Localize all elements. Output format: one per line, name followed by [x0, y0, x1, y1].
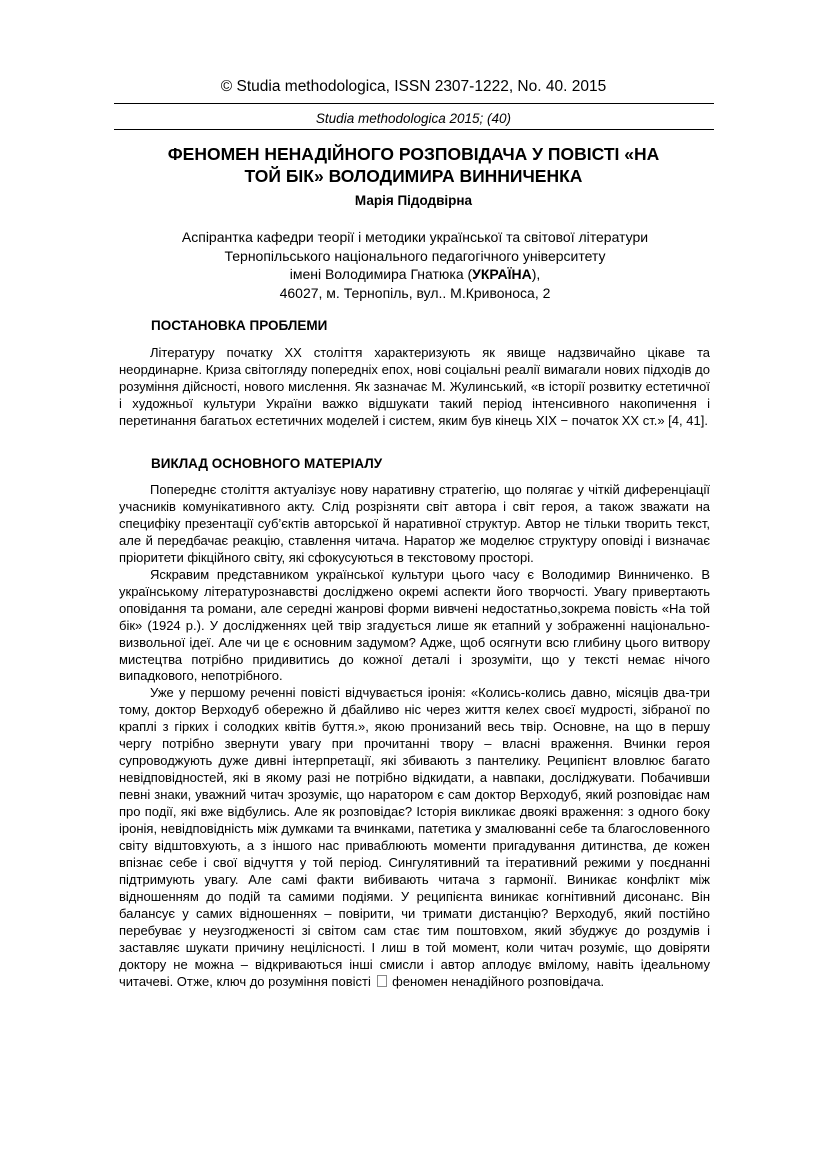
- section-body-problem: [119, 345, 710, 430]
- header-rule-top: [114, 103, 714, 104]
- affiliation-line-4: 46027, м. Тернопіль, вул.. М.Кривоноса, 2: [279, 284, 551, 301]
- paragraph: Літературу початку ХХ століття характеризують як явище надзвичайно цікаве та неординарне. Криза світогляду попередніх епох, нові соціальні реалії вимагали нових підходів до розуміння дійсності, нового мислення. Як зазначає М. Жулинський, «в історії розвитку естетичної і художньої культури України важко відшукати такий період інтенсивного накопичення і перетинання багатьох естетичних моделей і систем, яким був кінець ХІХ − початок ХХ ст.» [4, 41].: [119, 345, 710, 428]
- affiliation-line-1: Аспірантка кафедри теорії і методики української та світової літератури: [181, 229, 649, 245]
- section-heading-problem: ПОСТАНОВКА ПРОБЛЕМИ: [151, 318, 328, 333]
- paragraph-ending: феномен ненадійного розповідача.: [392, 973, 605, 989]
- citation-line: Studia methodologica 2015; (40): [315, 111, 512, 126]
- title-line-2: ТОЙ БІК» ВОЛОДИМИРА ВИННИЧЕНКА: [244, 166, 583, 186]
- author-affiliation: [120, 228, 710, 302]
- affiliation-line-3: [120, 265, 710, 284]
- missing-glyph-icon: [377, 975, 387, 987]
- article-title: [110, 143, 717, 187]
- section-body-material: [119, 482, 710, 991]
- paragraph: Попереднє століття актуалізує нову наративну стратегію, що полягає у чіткій диференціації учасників комунікативного акту. Слід розрізняти світ автора і світ героя, а також зважати на специфіку презентації суб’єктів авторської й наративної структур. Автор не тільки творить текст, але й передбачає реакцію, ставлення читача. Наратор же моделює структуру оповіді і визначає пріоритети фікційного світу, які сфокусуються в текстовому просторі.: [119, 482, 710, 565]
- paragraph: [119, 685, 710, 990]
- paragraph: Яскравим представником української культури цього часу є Володимир Винниченко. В українському літературознавстві досліджено окремі аспекти його творчості. Увагу привертають оповідання та романи, але середні жанрові форми вивчені недостатньо,зокрема повість «На той бік» (1924 р.). У дослідженнях цей твір згадується лише як етапний у зображенні національно-визвольної ідеї. Але чи це є основним задумом? Адже, щоб осягнути всю глибину цього витвору мистецтва потрібно придивитись до кожної деталі і зрозуміти, що у тексті немає нічого випадкового, непотрібного.: [119, 566, 710, 684]
- affiliation-suffix: ),: [531, 266, 541, 282]
- affiliation-prefix: імені Володимира Гнатюка (: [289, 266, 473, 282]
- header-rule-bottom: [114, 129, 714, 130]
- title-line-1: ФЕНОМЕН НЕНАДІЙНОГО РОЗПОВІДАЧА У ПОВІСТІ «НА: [167, 144, 660, 164]
- affiliation-line-2: Тернопільського національного педагогічного університету: [224, 247, 606, 264]
- affiliation-country: УКРАЇНА: [472, 266, 532, 282]
- section-heading-material: ВИКЛАД ОСНОВНОГО МАТЕРІАЛУ: [151, 456, 383, 471]
- paragraph-text: Уже у першому реченні повісті відчувається іронія: «Колись-колись давно, місяців два-три тому, доктор Верходуб обережно й дбайливо ніс через життя келех своєї мудрості, зібраної по краплі з гірких і солодких квітів буття.», якою пронизаний весь твір. Основне, на що в першу чергу потрібно звернути увагу при прочитанні твору – власні враження. Вчинки героя супроводжують дуже дивні інтерпретації, які збивають з пантелику. Реципієнт вловлює багато невідповідностей, які в якому разі не потрібно відкидати, а навпаки, досліджувати. Побачивши певні знаки, уважний читач зрозуміє, що наратором є сам доктор Верходуб, який розповідає нам про події, які вже відбулись. Але як розповідає? Історія викликає двоякі враження: з одного боку іронія, невідповідність між думками та вчинками, патетика у змалюванні себе та благословенного світу відштовхують, а з іншого нас приваблюють моменти пригадування дитинства, де кожен впізнає себе і свої відчуття у той період. Сингулятивний та ітеративний режими у поєднанні підтримують увагу. Але самі факти вибивають читача з гармонії. Виникає конфлікт між відношенням до подій та самими подіями. У реципієнта виникає когнітивний дисонанс. Він балансує у самих відношеннях – повірити, чи тримати дистанцію? Верходуб, який постійно перебуває у неузгодженості зі світом сам стає тим поштовхом, який збуджує до роздумів і заставляє шукати причину неціліcності. І лиш в той момент, коли читач розуміє, що довіряти доктору не можна – відкриваються інші смисли і автор аплодує вмілому, навіть ідеальному читачеві. Отже, ключ до розуміння повісті: [119, 685, 710, 989]
- author-name: Марія Підодвірна: [354, 193, 473, 208]
- journal-header: © Studia methodologica, ISSN 2307-1222, No. 40. 2015: [220, 78, 607, 95]
